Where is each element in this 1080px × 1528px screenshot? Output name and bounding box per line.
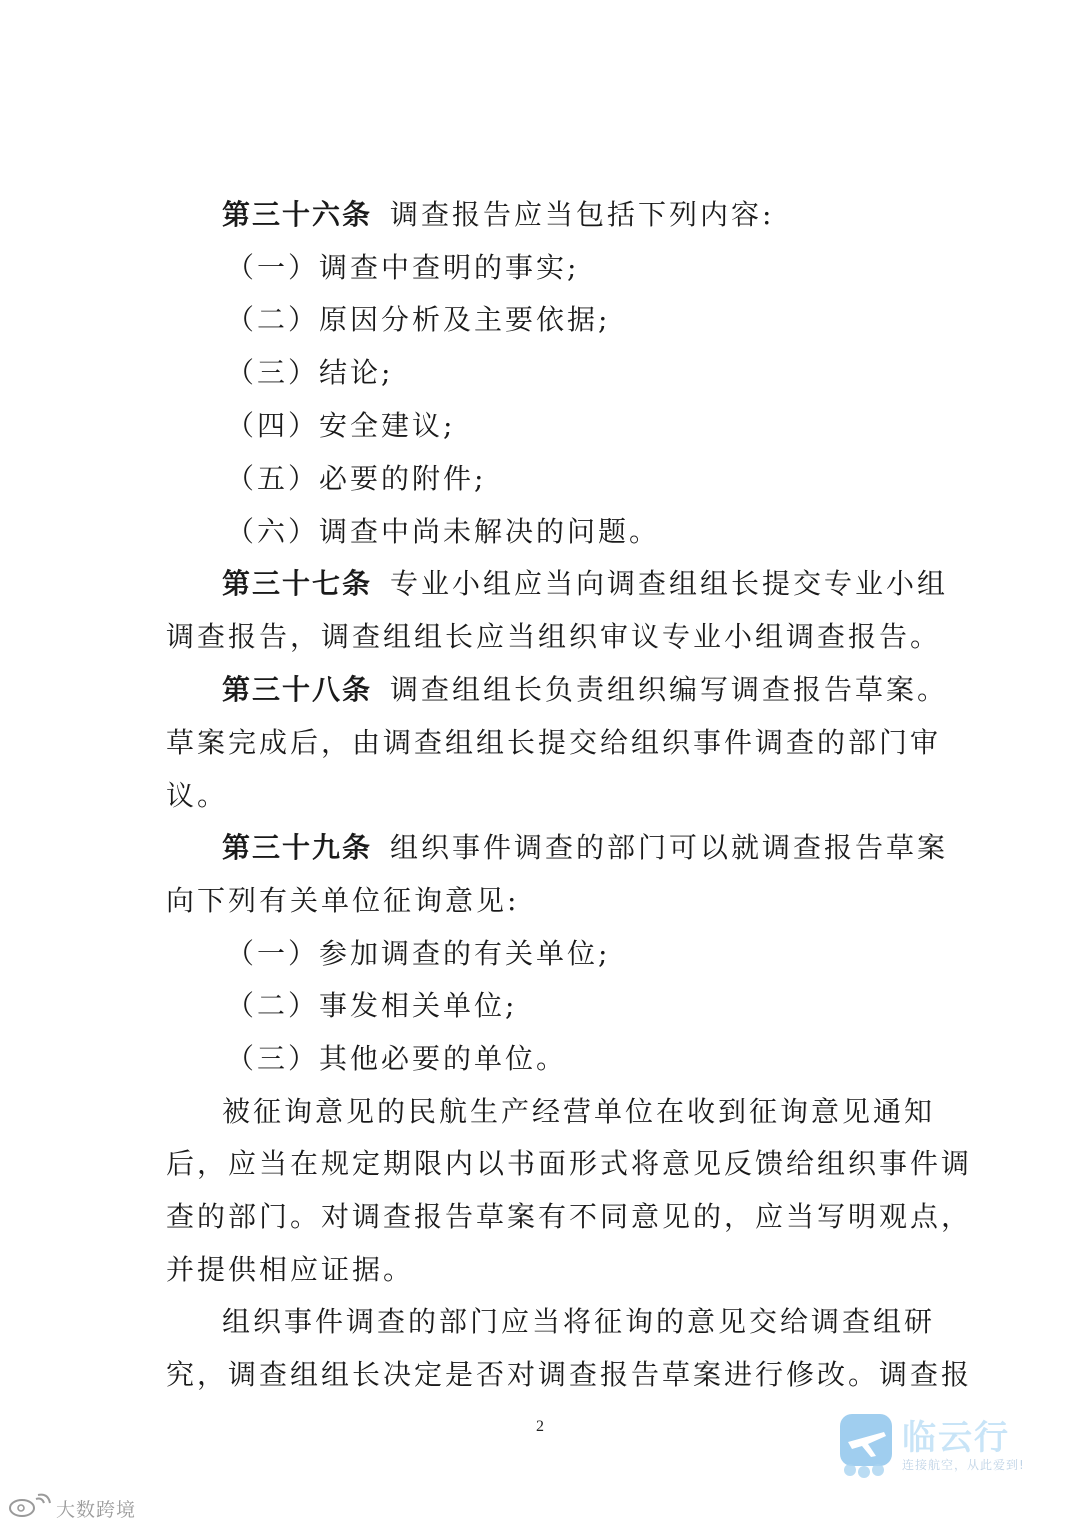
watermark-slogan: 连接航空，从此爱到! <box>902 1458 1025 1472</box>
watermark-title: 临云行 <box>902 1418 1010 1458</box>
airplane-logo-icon <box>838 1412 894 1482</box>
article-36-item-3: （三）结论; <box>226 356 394 389</box>
article-38-heading: 第三十八条 <box>222 673 373 706</box>
article-37-line-1 <box>222 566 948 602</box>
watermark-dashukuajing <box>8 1494 136 1522</box>
article-36-item-4: （四）安全建议; <box>226 409 456 442</box>
article-36-item-5: （五）必要的附件; <box>226 462 487 495</box>
article-39-line-2: 向下列有关单位征询意见: <box>166 884 520 917</box>
article-36-item-1: （一）调查中查明的事实; <box>226 251 580 284</box>
article-37-text-1: 专业小组应当向调查组组长提交专业小组 <box>390 567 949 600</box>
article-37-heading: 第三十七条 <box>222 567 373 600</box>
article-39-heading: 第三十九条 <box>222 831 373 864</box>
paragraph-1-line-3: 查的部门。对调查报告草案有不同意见的，应当写明观点， <box>166 1200 973 1233</box>
article-36-text: 调查报告应当包括下列内容: <box>390 198 775 231</box>
article-36-heading: 第三十六条 <box>222 198 373 231</box>
article-38-line-2: 草案完成后，由调查组组长提交给组织事件调查的部门审 <box>166 726 942 759</box>
page-number: 2 <box>536 1418 544 1435</box>
watermark-left-text: 大数跨境 <box>56 1498 137 1521</box>
paragraph-2-line-1: 组织事件调查的部门应当将征询的意见交给调查组研 <box>222 1305 936 1338</box>
article-39-item-2: （二）事发相关单位; <box>226 989 518 1022</box>
article-36-line <box>222 197 774 233</box>
article-39-item-1: （一）参加调查的有关单位; <box>226 937 611 970</box>
article-36-item-6: （六）调查中尚未解决的问题。 <box>226 515 661 548</box>
article-37-line-2: 调查报告，调查组组长应当组织审议专业小组调查报告。 <box>166 620 942 653</box>
article-38-line-3: 议。 <box>166 779 229 812</box>
article-39-item-3: （三）其他必要的单位。 <box>226 1042 568 1075</box>
paragraph-1-line-1: 被征询意见的民航生产经营单位在收到征询意见通知 <box>222 1095 936 1128</box>
article-39-line-1 <box>222 830 948 866</box>
paragraph-2-line-2: 究，调查组组长决定是否对调查报告草案进行修改。调查报 <box>166 1358 973 1391</box>
article-36-item-2: （二）原因分析及主要依据; <box>226 303 611 336</box>
paragraph-1-line-2: 后，应当在规定期限内以书面形式将意见反馈给组织事件调 <box>166 1147 973 1180</box>
article-38-line-1 <box>222 672 948 708</box>
paragraph-1-line-4: 并提供相应证据。 <box>166 1253 415 1286</box>
article-38-text-1: 调查组组长负责组织编写调查报告草案。 <box>390 673 949 706</box>
article-39-text-1: 组织事件调查的部门可以就调查报告草案 <box>390 831 949 864</box>
weibo-icon <box>8 1493 52 1523</box>
watermark-linyunxing <box>838 1408 1038 1488</box>
